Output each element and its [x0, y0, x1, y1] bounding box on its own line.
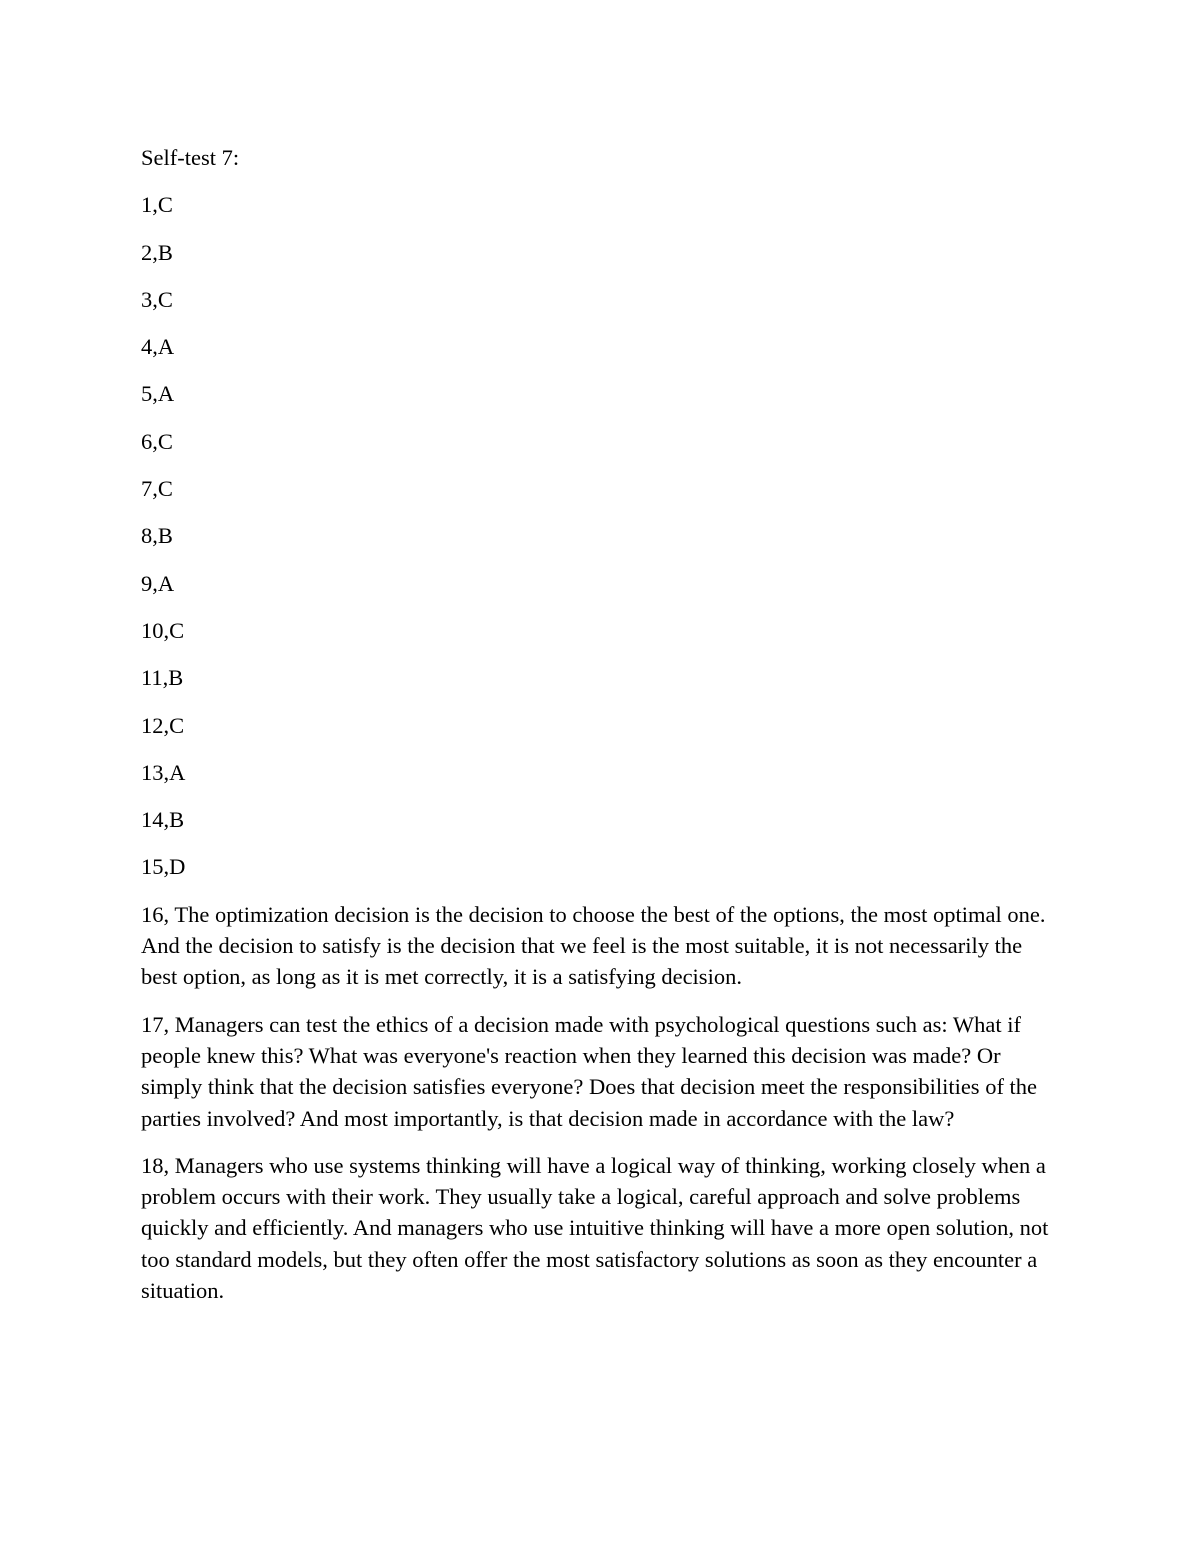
answer-item: 5,A: [141, 381, 175, 407]
answer-item: 15,D: [141, 854, 186, 880]
answer-item: 6,C: [141, 428, 173, 454]
essay-answer-16: 16, The optimization decision is the decision to choose the best of the options, the most optimal one. And the decision to satisfy is the decision that we feel is the most suitable, it is not necessarily the best option, as long as it is met correctly, it is a satisfying decision.: [141, 901, 1046, 990]
answer-item: 2,B: [141, 239, 173, 265]
answer-item: 14,B: [141, 807, 185, 833]
answer-item: 13,A: [141, 759, 186, 785]
answer-item: 1,C: [141, 192, 173, 218]
answer-item: 7,C: [141, 476, 173, 502]
answer-item: 12,C: [141, 712, 185, 738]
essay-answers: [141, 899, 1061, 1307]
essay-answer-18: 18, Managers who use systems thinking will have a logical way of thinking, working closely when a problem occurs with their work. They usually take a logical, careful approach and solve problems quickly and efficiently. And managers who use intuitive thinking will have a more open solution, not too standard models, but they often offer the most satisfactory solutions as soon as they encounter a situation.: [141, 1152, 1049, 1304]
page-title: Self-test 7:: [141, 145, 240, 170]
answer-item: 8,B: [141, 523, 173, 549]
answer-item: 3,C: [141, 286, 173, 312]
answer-list: [141, 189, 1061, 882]
document-page: [141, 142, 1061, 1322]
answer-item: 10,C: [141, 617, 185, 643]
essay-answer-17: 17, Managers can test the ethics of a decision made with psychological questions such as: What if people knew this? What was everyone's reaction when they learned this decision was made? Or simply think that the decision satisfies everyone? Does that decision meet the responsibilities of the parties involved? And most importantly, is that decision made in accordance with the law?: [141, 1011, 1038, 1131]
answer-item: 9,A: [141, 570, 175, 596]
answer-item: 4,A: [141, 334, 175, 360]
answer-item: 11,B: [141, 665, 184, 691]
